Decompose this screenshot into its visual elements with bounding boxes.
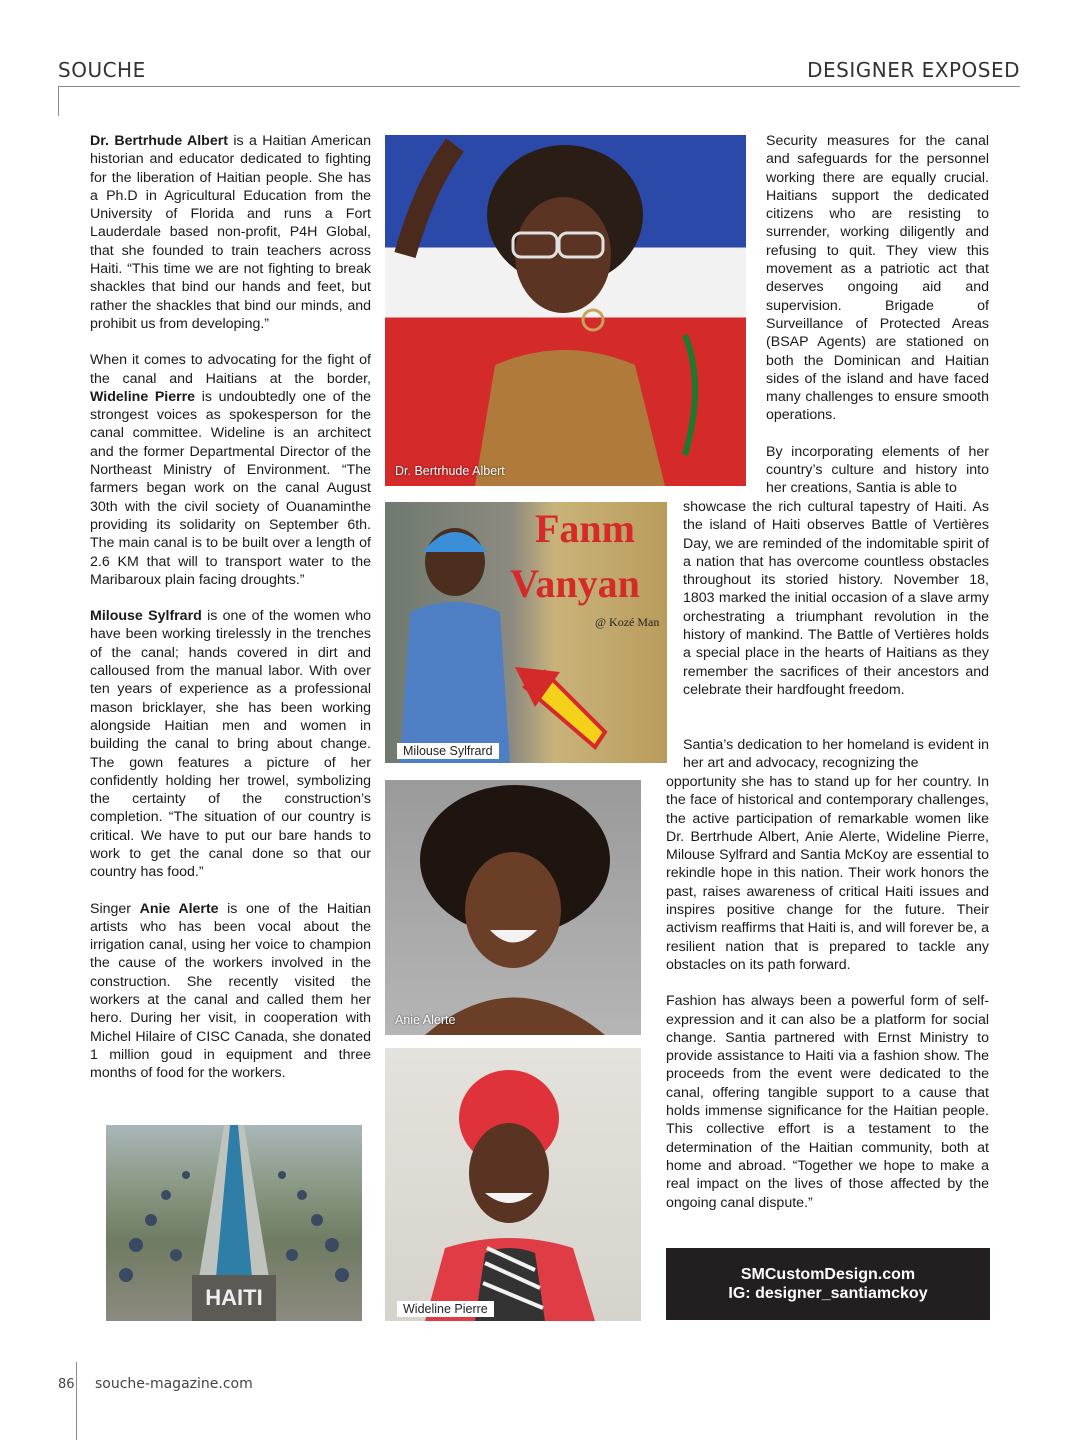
paragraph-albert-text: is a Haitian American historian and educator dedicated to fighting for the liberation of Haitian people. She has a Ph.D in Agricultural Education from the University of Florida and runs a Fort Lauderdale based non-profit, P4H Global, that she founded to train teachers across Haiti. “This time we are not fighting to break shackles that bind our hands and feet, but rather the shackles that bind our minds, and prohibit us from developing.” — [90, 133, 371, 332]
paragraph-pierre — [90, 351, 371, 589]
paragraph-dedication-intro: Santia’s dedication to her homeland is evident in her art and advocacy, recognizing the — [683, 737, 989, 772]
magazine-name: SOUCHE — [58, 58, 146, 82]
photo-albert — [385, 135, 746, 486]
header-rule — [58, 86, 1020, 87]
page-number: 86 — [58, 1377, 75, 1392]
paragraph-dedication: opportunity she has to stand up for her country. In the face of historical and contemporary challenges, the active participation of remarkable women like Dr. Bertrhude Albert, Anie Alerte, Wideline Pierre, Milouse Sylfrard and Santia McKoy are essential to rekindle hope in this nation. Their work honors the past, raises awareness of critical Haiti issues and inspires positive change for the future. Their activism reaffirms that Haiti is, and will forever be, a resilient nation that is prepared to tackle any obstacles on its path forward. — [666, 774, 990, 973]
promo-box — [666, 1248, 990, 1320]
albert-illustration — [385, 135, 746, 486]
promo-instagram[interactable]: IG: designer_santiamckoy — [728, 1285, 928, 1302]
paragraph-alerte — [90, 900, 371, 1083]
paragraph-sylfrard-text: is one of the women who have been working tirelessly in the trenches of the canal; hands covered in dirt and calloused from the manual labor. With over ten years of experience as a professional mason bricklayer, she has been working alongside Haitian men and women in building the canal to bring about change. The gown features a picture of her confidently holding her trowel, symbolizing the certainty of the construction’s completion. “The situation of our country is critical. We have to put our bare hands to work to get the canal done so that our country has food.” — [90, 608, 371, 881]
paragraph-albert — [90, 132, 371, 333]
caption-pierre: Wideline Pierre — [397, 1301, 494, 1317]
poster-line2: Vanyan — [510, 561, 640, 606]
poster-credit: @ Kozé Man — [595, 615, 660, 629]
paragraph-sylfrard — [90, 607, 371, 881]
promo-website[interactable]: SMCustomDesign.com — [740, 1266, 916, 1283]
paragraph-alerte-text: is one of the Haitian artists who has been vocal about the irrigation canal, using her voice to champion the cause of the workers involved in the construction. She recently visited the workers at the canal and called them her hero. During her visit, in cooperation with Michel Hilaire of CISC Canada, she donated 1 million goud in equipment and three months of food for the workers. — [90, 900, 372, 1082]
paragraph-fashion: Fashion has always been a powerful form of self-expression and it can also be a platform for social change. Santia partnered with Ernst Ministry to provide assistance to Haiti via a fashion show. The proceeds from the event were dedicated to the canal, offering tangible support to a cause that holds immense significance for the Haitian people. This collective effort is a testament to the determination of the Haitian community, both at home and abroad. “Together we hope to make a real impact on the lives of those affected by the ongoing canal dispute.” — [666, 993, 989, 1211]
alerte-illustration — [385, 780, 641, 1035]
canal-illustration — [106, 1125, 362, 1321]
paragraph-culture-intro: By incorporating elements of her country’s culture and history into her creations, Santia is able to — [766, 443, 989, 497]
caption-alerte: Anie Alerte — [395, 1013, 456, 1027]
caption-sylfrard: Milouse Sylfrard — [397, 743, 499, 759]
poster-line1: Fanm — [535, 506, 635, 551]
paragraph-pierre-intro: When it comes to advocating for the fight of the canal and Haitians at the border, — [90, 352, 371, 387]
column-right-middle — [683, 498, 989, 717]
canal-photo — [106, 1125, 362, 1321]
column-right-top — [766, 132, 989, 498]
column-right-bottom — [666, 773, 989, 1230]
caption-albert: Dr. Bertrhude Albert — [395, 464, 505, 478]
canal-sign-text: HAITI — [205, 1285, 263, 1310]
photo-sylfrard — [385, 502, 667, 763]
footer-vertical-rule — [76, 1362, 77, 1440]
photo-alerte — [385, 780, 641, 1035]
section-title: DESIGNER EXPOSED — [807, 58, 1020, 82]
name-alerte: Anie Alerte — [139, 900, 219, 917]
footer — [58, 1376, 253, 1392]
photo-pierre — [385, 1048, 641, 1321]
name-pierre: Wideline Pierre — [90, 388, 196, 405]
paragraph-pierre-text: is undoubtedly one of the strongest voices as spokesperson for the canal committee. Wideline is an architect and the former Departmental Director of the Northeast Ministry of Environment. “The farmers began work on the canal August 30th with the civil society of Ouanaminthe providing its solidarity on September 6th. The main canal is to be built over a length of 2.6 KM that will to transport water to the Maribaroux plain facing droughts.” — [90, 388, 371, 588]
paragraph-security: Security measures for the canal and safeguards for the personnel working there are equally crucial. Haitians support the dedicated citizens who are resisting to surrender, working diligently and refusing to quit. They view this movement as a patriotic act that deserves ongoing aid and supervision. Brigade of Surveillance of Protected Areas (BSAP Agents) are stationed on both the Dominican and Haitian sides of the island and have faced many challenges to ensure smooth operations. — [766, 133, 989, 424]
sylfrard-illustration — [385, 502, 667, 763]
column-left — [90, 132, 371, 1101]
name-albert: Dr. Bertrhude Albert — [90, 133, 228, 149]
column-right-dedication-intro — [683, 736, 989, 773]
paragraph-culture: showcase the rich cultural tapestry of Haiti. As the island of Haiti observes Battle of Vertières Day, we are reminded of the indomitable spirit of a nation that has overcome countless obstacles throughout its storied history. November 18, 1803 marked the initial occasion of a slave army orchestrating a triumphant revolution in the history of mankind. The Battle of Vertières holds a special place in the hearts of Haitians as they remember the sacrifices of their ancestors and celebrate their hardfought freedom. — [683, 499, 989, 698]
name-sylfrard: Milouse Sylfrard — [90, 608, 202, 625]
footer-site[interactable]: souche-magazine.com — [95, 1376, 253, 1392]
pierre-illustration — [385, 1048, 641, 1321]
header-vertical-rule — [58, 86, 59, 116]
paragraph-alerte-intro: Singer — [90, 900, 140, 917]
